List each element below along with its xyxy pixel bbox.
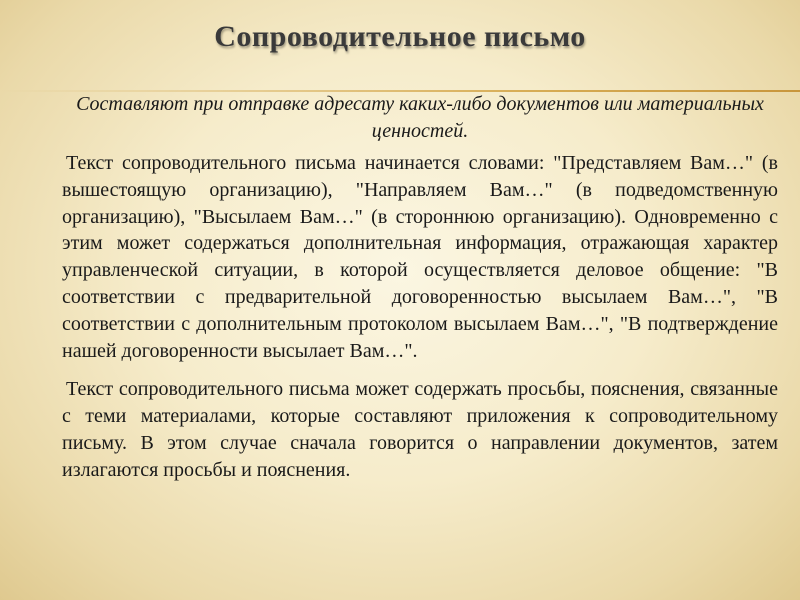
slide-title: Сопроводительное письмо bbox=[214, 20, 586, 53]
body-paragraph-2: Текст сопроводительного письма может содержать просьбы, пояснения, связанные с теми материалами, которые составляют приложения к сопроводительному письму. В этом случае сначала говорится о направлении документов, затем излагаются просьбы и пояснения. bbox=[62, 378, 778, 481]
body-paragraph-1: Текст сопроводительного письма начинается словами: "Представляем Вам…" (в вышестоящую организацию), "Направляем Вам…" (в подведомственную организацию), "Высылаем Вам…" (в стороннюю организацию). Одновременно с этим может содержаться дополнительная информация, отражающая характер управленческой ситуации, в которой осуществляется деловое общение: "В соответствии с предварительной договоренностью высылаем Вам…", "В соответствии с дополнительным протоколом высылаем Вам…", "В подтверждение нашей договоренности высылает Вам…". bbox=[62, 152, 778, 362]
slide-body bbox=[62, 91, 778, 484]
slide-subtitle: Составляют при отправке адресату каких-либо документов или материальных ценностей. bbox=[76, 93, 764, 142]
